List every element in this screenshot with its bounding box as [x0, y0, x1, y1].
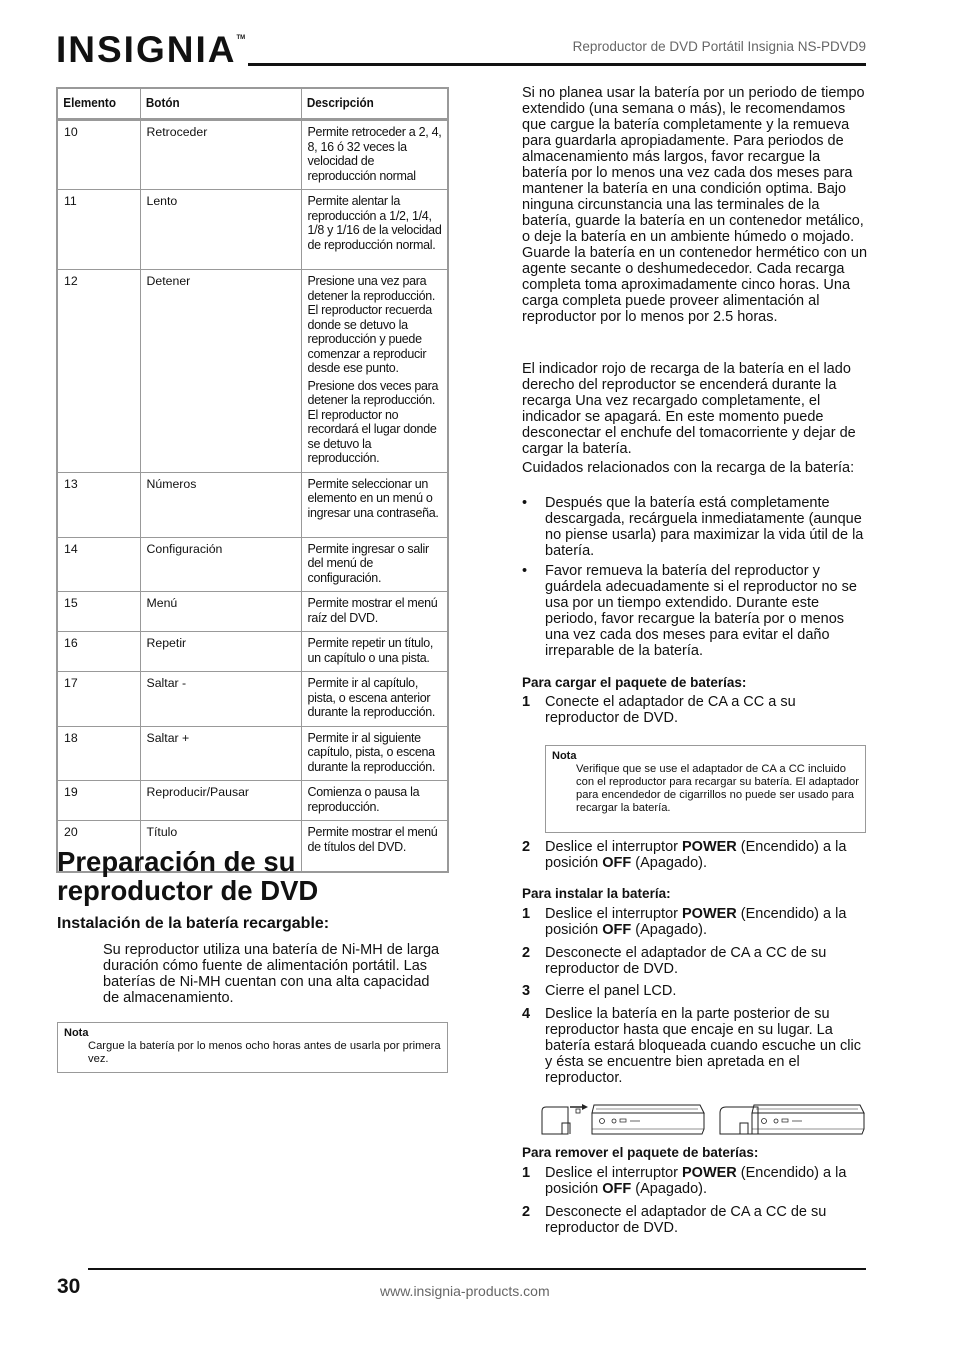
table-row — [57, 726, 448, 781]
cell-button: Números — [140, 472, 301, 537]
cell-num: 11 — [57, 190, 140, 270]
step-text: Conecte el adaptador de CA a CC a su reproductor de DVD. — [545, 694, 796, 726]
list-item — [522, 563, 867, 659]
step-text: Deslice la batería en la parte posterior de su reproductor hasta que encaje en su lugar. La batería estará bloqueada cuando escuche un clic y ésta se encuentre bien apretada en el reproductor. — [545, 1006, 861, 1086]
cell-button: Retroceder — [140, 120, 301, 190]
step-text: (Encendido) a la posición — [545, 906, 847, 938]
charge-heading: Para cargar el paquete de baterías: — [522, 675, 747, 690]
page-number: 30 — [57, 1275, 81, 1298]
cell-button: Detener — [140, 270, 301, 473]
step-item — [522, 1204, 867, 1236]
step-text: Deslice el interruptor — [545, 1165, 682, 1181]
off-label: OFF — [602, 1181, 632, 1197]
section-subtitle: Instalación de la batería recargable: — [57, 915, 330, 932]
cell-button: Configuración — [140, 537, 301, 592]
list-item — [522, 495, 867, 559]
table-row — [57, 537, 448, 592]
paragraph-care: Cuidados relacionados con la recarga de la batería: — [522, 460, 855, 476]
cell-button: Menú — [140, 592, 301, 632]
step-item — [522, 906, 867, 938]
insignia-logo: INSIGNIA™ — [56, 29, 246, 70]
controls-table — [56, 87, 449, 873]
cell-num: 18 — [57, 726, 140, 781]
note-text: Verifique que se use el adaptador de CA a CC incluido con el reproductor para recargar su batería. El adaptador para encendedor de cigarrillos no puede ser usado para recargar la batería. — [576, 763, 859, 814]
step-text: Desconecte el adaptador de CA a CC de su reproductor de DVD. — [545, 945, 827, 977]
cell-button: Saltar + — [140, 726, 301, 781]
table-row — [57, 592, 448, 632]
cell-num: 16 — [57, 632, 140, 672]
cell-desc: Permite ingresar o salir del menú de configuración. — [301, 537, 448, 592]
footer-rule — [88, 1268, 866, 1270]
cell-button: Reproducir/Pausar — [140, 781, 301, 821]
bullet-icon: • — [522, 563, 528, 579]
battery-insert-illustration — [540, 1101, 706, 1137]
table-row — [57, 270, 448, 473]
step-number: 3 — [522, 983, 531, 999]
step-text: Deslice el interruptor — [545, 906, 682, 922]
cell-desc: Permite mostrar el menú de títulos del DVD. — [301, 821, 448, 872]
step-text: (Apagado). — [631, 855, 708, 871]
step-number: 2 — [522, 1204, 531, 1220]
note-label: Nota — [64, 1027, 89, 1039]
cell-desc — [301, 270, 448, 473]
cell-button: Título — [140, 821, 301, 872]
table-row — [57, 120, 448, 190]
cell-num: 15 — [57, 592, 140, 632]
cell-button: Lento — [140, 190, 301, 270]
table-row — [57, 672, 448, 727]
step-item — [522, 983, 867, 999]
cell-num: 19 — [57, 781, 140, 821]
step-number: 2 — [522, 839, 531, 855]
header-rule — [248, 63, 866, 66]
off-label: OFF — [602, 855, 632, 871]
cell-desc-part1: Presione una vez para detener la reproducción. El reproductor recuerda donde se detuvo la reproducción y puede comenzar a reproducir desde ese punto. — [307, 274, 436, 375]
bullet-text: Después que la batería está completamente descargada, recárguela inmediatamente (aunque no piense usarla) para maximizar la vida útil de la batería. — [545, 495, 864, 559]
step-text: (Apagado). — [631, 922, 708, 938]
step-text: (Encendido) a la posición — [545, 839, 847, 871]
cell-desc: Permite retroceder a 2, 4, 8, 16 ó 32 veces la velocidad de reproducción normal — [301, 120, 448, 190]
step-text: Desconecte el adaptador de CA a CC de su reproductor de DVD. — [545, 1204, 827, 1236]
cell-button: Saltar - — [140, 672, 301, 727]
step-item — [522, 1165, 867, 1197]
table-row — [57, 472, 448, 537]
col-header-elemento: Elemento — [57, 88, 132, 120]
bullet-icon: • — [522, 495, 528, 511]
remove-heading: Para remover el paquete de baterías: — [522, 1145, 759, 1160]
step-text: (Encendido) a la posición — [545, 1165, 847, 1197]
table-row — [57, 781, 448, 821]
bullet-text: Favor remueva la batería del reproductor y guárdela adecuadamente si el reproductor no se usa por un tiempo extendido. Durante este periodo, favor recargue la batería por o menos una vez cada dos meses para evitar el daño irreparable de la batería. — [545, 563, 857, 659]
off-label: OFF — [602, 922, 632, 938]
section-title-line1: Preparación de su — [57, 846, 296, 877]
battery-locked-illustration — [718, 1101, 866, 1137]
step-number: 4 — [522, 1006, 531, 1022]
cell-button: Repetir — [140, 632, 301, 672]
cell-desc: Permite alentar la reproducción a 1/2, 1/4, 1/8 y 1/16 de la velocidad de reproducción normal. — [301, 190, 448, 270]
note-box — [545, 745, 866, 833]
step-number: 1 — [522, 694, 531, 710]
note-box — [57, 1022, 448, 1073]
cell-num: 12 — [57, 270, 140, 473]
header-title: Reproductor de DVD Portátil Insignia NS-PDVD9 — [572, 39, 866, 54]
paragraph-indicator: El indicador rojo de recarga de la batería en el lado derecho del reproductor se encenderá durante la recarga Una vez recargado completamente, el indicador se apagará. En este momento puede desconectar el enchufe del tomacorriente y dejar de cargar la batería. — [522, 361, 856, 457]
cell-num: 13 — [57, 472, 140, 537]
power-label: POWER — [682, 839, 737, 855]
note-text: Cargue la batería por lo menos ocho horas antes de usarla por primera vez. — [88, 1040, 441, 1065]
cell-num: 10 — [57, 120, 140, 190]
cell-desc: Permite seleccionar un elemento en un menú o ingresar una contraseña. — [301, 472, 448, 537]
install-heading: Para instalar la batería: — [522, 886, 671, 901]
step-number: 2 — [522, 945, 531, 961]
step-item — [522, 945, 867, 977]
cell-desc: Permite repetir un título, un capítulo o una pista. — [301, 632, 448, 672]
step-item — [522, 839, 867, 871]
section-title-line2: reproductor de DVD — [57, 875, 319, 906]
step-text: (Apagado). — [631, 1181, 708, 1197]
col-header-descripcion: Descripción — [301, 88, 433, 120]
intro-paragraph: Su reproductor utiliza una batería de Ni-MH de larga duración cómo fuente de alimentación portátil. Las baterías de Ni-MH cuentan con una alta capacidad de almacenamiento. — [103, 942, 440, 1006]
cell-desc: Permite mostrar el menú raíz del DVD. — [301, 592, 448, 632]
step-number: 1 — [522, 906, 531, 922]
cell-num: 17 — [57, 672, 140, 727]
note-label: Nota — [552, 750, 577, 762]
paragraph-storage: Si no planea usar la batería por un periodo de tiempo extendido (una semana o más), le recomendamos que cargue la batería completamente y la remueva para guardarla apropiadamente. Para periodos de almacenamiento más largos, favor recargue la batería por lo menos una vez cada dos meses para mantener la batería en una condición optima. Bajo ninguna circunstancia una las terminales de la batería, guarde la batería en un contenedor metálico, o deje la batería en un ambiente húmedo o mojado. Guarde la batería en un contenedor hermético con un agente secante o deshumedecedor. Cada recarga completa toma aproximadamente cinco horas. Una carga completa puede proveer alimentación al reproductor por lo menos por 2.5 horas. — [522, 85, 868, 325]
step-number: 1 — [522, 1165, 531, 1181]
cell-desc: Permite ir al capítulo, pista, o escena anterior durante la reproducción. — [301, 672, 448, 727]
col-header-boton: Botón — [140, 88, 285, 120]
section-title — [57, 847, 318, 905]
cell-desc: Permite ir al siguiente capítulo, pista, o escena durante la reproducción. — [301, 726, 448, 781]
table-row — [57, 632, 448, 672]
cell-desc-part2: Presione dos veces para detener la reproducción. El reproductor no recordará el lugar donde se detuvo la reproducción. — [307, 378, 439, 465]
power-label: POWER — [682, 1165, 737, 1181]
step-text: Deslice el interruptor — [545, 839, 682, 855]
step-text: Cierre el panel LCD. — [545, 983, 677, 999]
power-label: POWER — [682, 906, 737, 922]
table-header-row — [57, 88, 448, 120]
step-item — [522, 694, 867, 726]
cell-num: 20 — [57, 821, 140, 872]
cell-num: 14 — [57, 537, 140, 592]
table-row — [57, 190, 448, 270]
footer-url: www.insignia-products.com — [380, 1283, 550, 1299]
step-item — [522, 1006, 867, 1086]
cell-desc: Comienza o pausa la reproducción. — [301, 781, 448, 821]
